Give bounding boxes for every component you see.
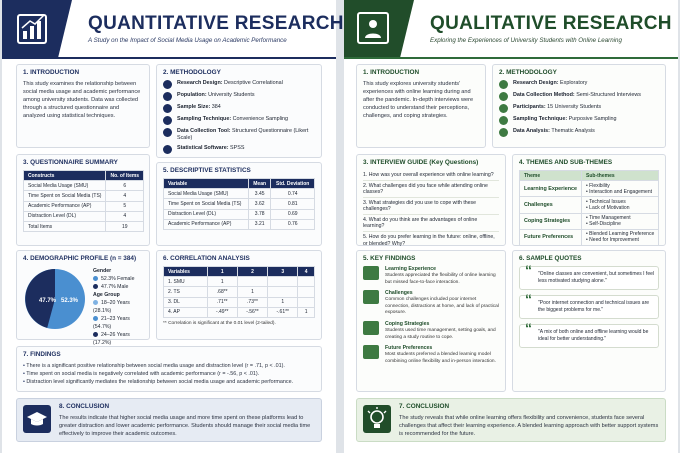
- method-item: Research Design: Descriptive Correlational: [163, 80, 315, 89]
- table-row: Learning Experience • Flexibility • Interaction and Engagement: [520, 181, 659, 197]
- section-heading: 1. INTRODUCTION: [363, 69, 420, 76]
- table-row: Time Spent on Social Media (TS) 3.62 0.81: [164, 199, 315, 209]
- table-row: Social Media Usage (SMU) 6: [24, 181, 144, 191]
- question-item: 5. How do you prefer learning in the future: online, offline, or blended? Why?: [363, 232, 499, 251]
- sample-icon: [163, 104, 172, 113]
- table-row: Academic Performance (AP) 5: [24, 201, 144, 211]
- clipboard-icon: [163, 128, 172, 137]
- section-heading: 6. CORRELATION ANALYSIS: [163, 255, 250, 262]
- interview-presenter-icon: [344, 0, 414, 58]
- sampling-icon: [163, 116, 172, 125]
- poster-header: [344, 0, 678, 58]
- table-row: 3. DL .71** .73** 1: [164, 297, 315, 307]
- table-row: Academic Performance (AP) 3.21 0.76: [164, 219, 315, 229]
- qualitative-poster: [344, 0, 678, 453]
- conclusion-card: [16, 398, 322, 442]
- checklist-icon: [363, 321, 379, 335]
- section-heading: 5. KEY FINDINGS: [363, 255, 416, 262]
- laptop-icon: [363, 266, 379, 280]
- table-row: Coping Strategies • Time Management • Self-Discipline: [520, 213, 659, 229]
- pie-label: 47.7%: [39, 298, 57, 304]
- page-subtitle: A Study on the Impact of Social Media Usage on Academic Performance: [88, 37, 287, 44]
- correlation-card: [156, 250, 322, 340]
- finding-item: Learning Experience Students appreciated the flexibility of online learning but missed face-to-face interaction.: [363, 266, 499, 286]
- blended-learning-icon: [363, 345, 379, 359]
- method-item: Data Collection Tool: Structured Questionnaire (Likert Scale): [163, 128, 315, 142]
- people-icon: [163, 92, 172, 101]
- themes-card: [512, 154, 666, 246]
- quantitative-poster: [2, 0, 344, 453]
- finding-item: • Time spent on social media is negatively correlated with academic performance (r = -.56, p < .01).: [23, 370, 315, 378]
- finding-item: • Distraction level significantly mediates the relationship between social media usage and academic performance.: [23, 378, 315, 386]
- header-divider: [344, 57, 678, 59]
- page-subtitle: Exploring the Experiences of University Students with Online Learning: [430, 37, 622, 44]
- section-heading: 4. THEMES AND SUB-THEMES: [519, 159, 613, 166]
- correlation-table: Variables 1 2 3 4 1. SMU 1 2. TS .68** 1 3. DL .71** .73** 1 4. AP -.49** -.56** -.61** 1: [163, 266, 315, 318]
- people-icon: [499, 104, 508, 113]
- table-row: Distraction Level (DL) 4: [24, 211, 144, 221]
- finding-item: Future Preferences Most students preferred a blended learning model combining online flexibility and in-person interaction.: [363, 345, 499, 365]
- section-heading: 6. SAMPLE QUOTES: [519, 255, 582, 262]
- methodology-card: [156, 64, 322, 158]
- interview-guide-card: [356, 154, 506, 246]
- table-row: Distraction Level (DL) 3.78 0.69: [164, 209, 315, 219]
- table-row: 2. TS .68** 1: [164, 287, 315, 297]
- descriptive-card: [156, 162, 322, 246]
- section-heading: 7. FINDINGS: [23, 351, 61, 358]
- table-row: Challenges • Technical Issues • Lack of Motivation: [520, 197, 659, 213]
- poster-header: [2, 0, 344, 58]
- analysis-icon: [499, 128, 508, 137]
- question-item: 4. What do you think are the advantages of online learning?: [363, 215, 499, 232]
- section-heading: 1. INTRODUCTION: [23, 69, 80, 76]
- page-title: QUANTITATIVE RESEARCH: [88, 13, 344, 34]
- question-item: 3. What strategies did you use to cope with these challenges?: [363, 198, 499, 215]
- section-heading: 2. METHODOLOGY: [499, 69, 557, 76]
- method-item: Research Design: Exploratory: [499, 80, 659, 89]
- warning-icon: [363, 290, 379, 304]
- method-item: Sample Size: 384: [163, 104, 315, 113]
- header-divider: [2, 57, 336, 59]
- method-item: Population: University Students: [163, 92, 315, 101]
- gender-pie-chart: [23, 267, 87, 331]
- introduction-text: This study explores university students' experiences with online learning during and after the pandemic. In-depth interviews were conducted to understand their perceptions, challenges, and coping strategies.: [363, 81, 474, 119]
- sample-quotes-card: [512, 250, 666, 392]
- section-heading: 7. CONCLUSION: [399, 403, 450, 410]
- table-row: Total Items 19: [24, 221, 144, 231]
- quote-item: “ "Online classes are convenient, but sometimes I feel less motivated studying alone.": [519, 266, 659, 290]
- conclusion-card: [356, 398, 666, 442]
- table-row: Time Spent on Social Media (TS) 4: [24, 191, 144, 201]
- finding-item: Coping Strategies Students used time management, setting goals, and creating a study routine to cope.: [363, 321, 499, 341]
- introduction-text: This study examines the relationship between social media usage and academic performance among university students. Data was collected through a structured questionnaire and analyzed using statistical techniques.: [23, 81, 141, 119]
- demographic-card: [16, 250, 150, 346]
- descriptive-table: Variable Mean Std. Deviation Social Media Usage (SMU) 3.45 0.74 Time Spent on Social Media (TS) 3.62 0.81 Distraction Level (DL) 3.78 0.69 Academic Performance (AP) 3.21 0.76: [163, 178, 315, 230]
- demographic-legend: Gender 52.3% Female 47.7% Male Age Group 18–20 Years (28.1%) 21–23 Years (54.7%) 24–26 Years (17.2%): [93, 268, 135, 346]
- questionnaire-table: Constructs No. of Items Social Media Usage (SMU) 6 Time Spent on Social Media (TS) 4 Academic Performance (AP) 5 Distraction Level (DL) 4 Total Items 19: [23, 170, 144, 232]
- design-icon: [163, 80, 172, 89]
- bar-chart-icon: [2, 0, 72, 58]
- method-item: Sampling Technique: Purposive Sampling: [499, 116, 659, 125]
- section-heading: 3. INTERVIEW GUIDE (Key Questions): [363, 159, 479, 166]
- design-icon: [499, 80, 508, 89]
- table-row: Future Preferences • Blended Learning Preference • Need for Improvement: [520, 229, 659, 245]
- method-item: Data Collection Method: Semi-Structured Interviews: [499, 92, 659, 101]
- questionnaire-card: [16, 154, 150, 246]
- question-item: 1. How was your overall experience with online learning?: [363, 170, 499, 181]
- section-heading: 4. DEMOGRAPHIC PROFILE (n = 384): [23, 255, 137, 262]
- quote-item: “ "Poor internet connection and technical issues are the biggest problems for me.": [519, 295, 659, 319]
- method-item: Statistical Software: SPSS: [163, 145, 315, 154]
- method-item: Sampling Technique: Convenience Sampling: [163, 116, 315, 125]
- method-item: Participants: 15 University Students: [499, 104, 659, 113]
- section-heading: 8. CONCLUSION: [59, 403, 110, 410]
- introduction-card: [356, 64, 486, 148]
- pie-label: 52.3%: [61, 298, 79, 304]
- interview-icon: [499, 92, 508, 101]
- findings-card: [16, 346, 322, 392]
- table-row: Social Media Usage (SMU) 3.45 0.74: [164, 189, 315, 199]
- finding-item: Challenges Common challenges included poor internet connection, distractions at home, and lack of practical exposure.: [363, 290, 499, 317]
- themes-table: Theme Sub-themes Learning Experience • Flexibility • Interaction and Engagement Challenges • Technical Issues • Lack of Motivation Coping Strategies • Time Management • Self-Discipline Future Preferences • Blended Learning Preference • Need for Improvement: [519, 170, 659, 246]
- software-icon: [163, 145, 172, 154]
- finding-item: • There is a significant positive relationship between social media usage and distraction level (r = .71, p < .01).: [23, 362, 315, 370]
- section-heading: 2. METHODOLOGY: [163, 69, 221, 76]
- conclusion-text: The study reveals that while online learning offers flexibility and convenience, students face several challenges that affect their learning experience. A blended learning approach with better support systems is recommended for the future.: [399, 415, 659, 437]
- section-heading: 3. QUESTIONNAIRE SUMMARY: [23, 159, 118, 166]
- page-title: QUALITATIVE RESEARCH: [430, 13, 672, 34]
- methodology-card: [492, 64, 666, 148]
- method-item: Data Analysis: Thematic Analysis: [499, 128, 659, 137]
- key-findings-card: [356, 250, 506, 392]
- introduction-card: [16, 64, 150, 148]
- section-heading: 5. DESCRIPTIVE STATISTICS: [163, 167, 251, 174]
- table-row: 4. AP -.49** -.56** -.61** 1: [164, 307, 315, 317]
- lightbulb-icon: [363, 405, 391, 433]
- table-row: 1. SMU 1: [164, 277, 315, 287]
- correlation-note: ** Correlation is significant at the 0.01 level (2-tailed).: [163, 320, 276, 326]
- question-item: 2. What challenges did you face while attending online classes?: [363, 181, 499, 198]
- conclusion-text: The results indicate that higher social media usage and more time spent on these platforms lead to greater distraction and lower academic performance. Students should manage their social media time effectively to improve their academic outcomes.: [59, 415, 311, 437]
- sampling-icon: [499, 116, 508, 125]
- quote-item: “ "A mix of both online and offline learning would be ideal for better understanding.": [519, 324, 659, 348]
- graduation-cap-icon: [23, 405, 51, 433]
